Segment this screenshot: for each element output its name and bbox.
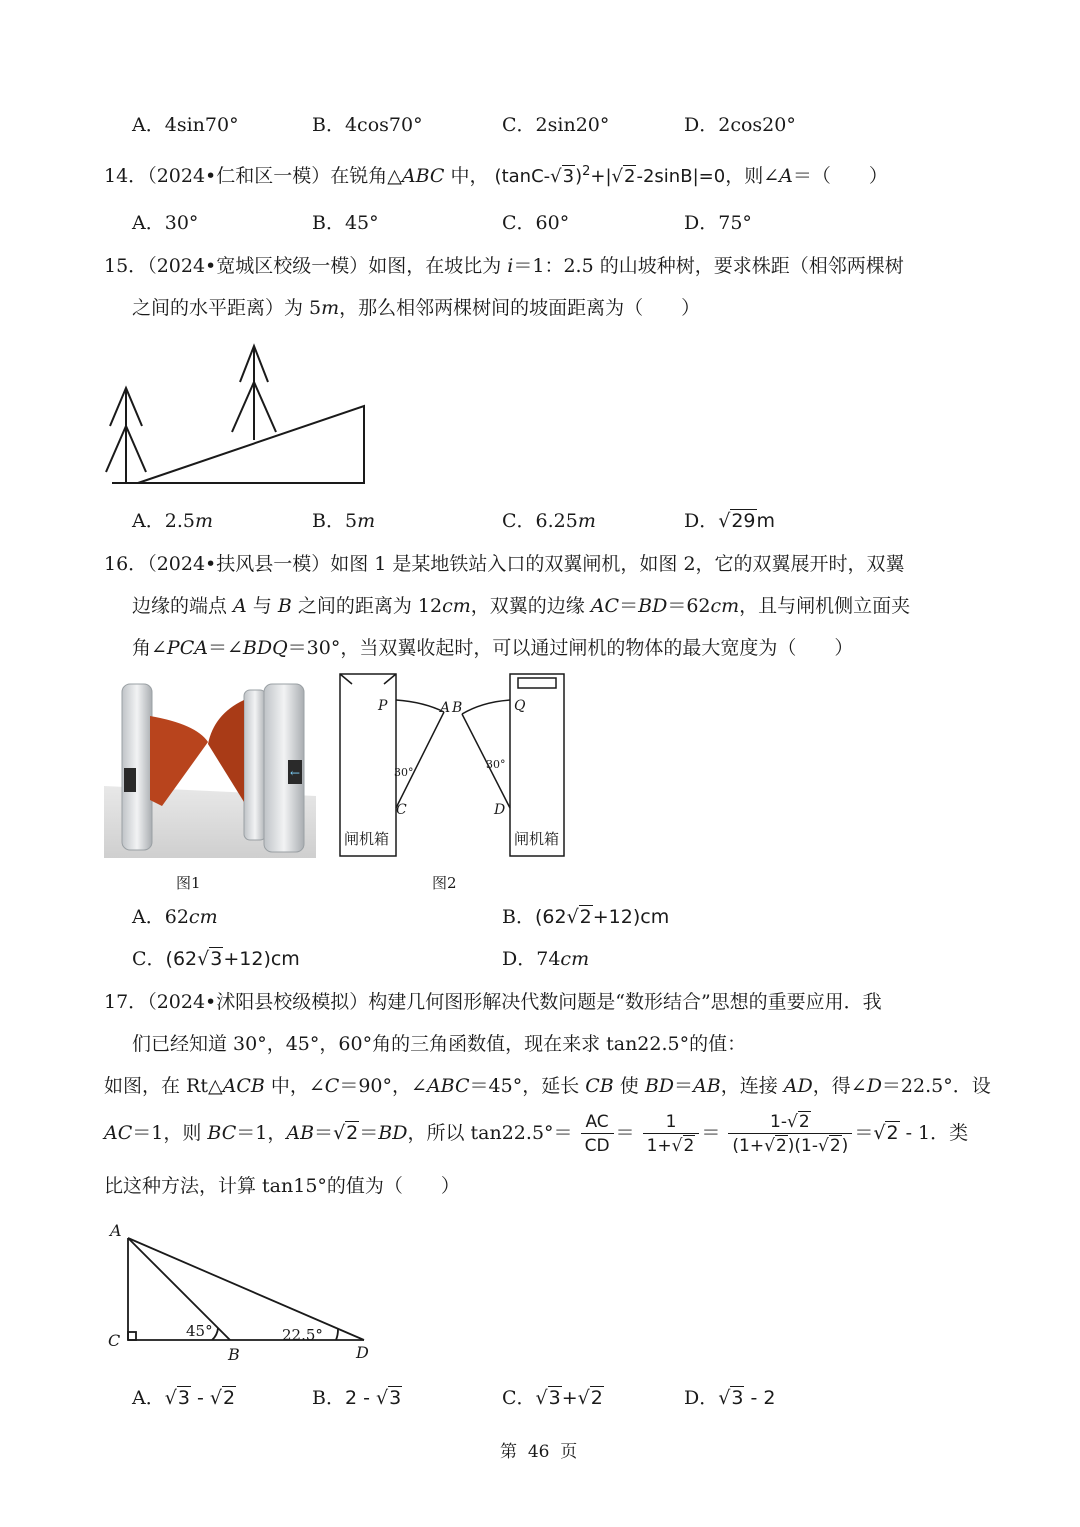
fraction-rationalized: $\frac{1-√2}{(1+√2)(1-√2)}$ <box>728 1111 852 1158</box>
q16-option-a: A．62cm <box>132 906 218 928</box>
q14-option-b: B．45° <box>312 212 379 234</box>
label-D: D <box>494 802 506 818</box>
q13-option-d: D．2cos20° <box>684 114 796 136</box>
label-D: D <box>356 1343 369 1362</box>
label-P: P <box>378 698 388 714</box>
q17-option-a: A．√3 - √2 <box>132 1387 236 1409</box>
q14-option-a: A．30° <box>132 212 199 234</box>
q17-stem-line1: 17．（2024•沭阳县校级模拟）构建几何图形解决代数问题是“数形结合”思想的重要应用．我 <box>104 991 882 1013</box>
q13-option-c: C．2sin20° <box>502 114 610 136</box>
q17-stem-line4: AC＝1，则 BC＝1，AB＝√2＝BD，所以 tan22.5°＝ $\frac{AC}{CD}$ ＝ $\frac{1}{1+√2}$ ＝ $\frac{1-√2}{(1+√2)(1-√2)}$ ＝√2 - 1．类 <box>104 1111 969 1156</box>
gate-photo-figure <box>104 676 316 858</box>
fraction-ac-cd: $\frac{AC}{CD}$ <box>581 1111 614 1158</box>
q17-option-b: B．2 - √3 <box>312 1387 402 1409</box>
q14-equation: $(\tan C-√3)^2+|√2-2\sin B|=0$ <box>494 164 726 187</box>
page-number: 46 <box>527 1442 550 1462</box>
label-C: C <box>108 1331 121 1350</box>
fig1-caption: 图1 <box>176 874 201 892</box>
slope-triangle <box>138 406 364 483</box>
right-triangle-figure <box>100 1216 390 1366</box>
q16-stem-line2: 边缘的端点 A 与 B 之间的距离为 12cm，双翼的边缘 AC＝BD＝62cm，且与闸机侧立面夹 <box>132 595 911 617</box>
q15-option-b: B．5m <box>312 510 376 532</box>
fraction-1-over-1plus-root2: $\frac{1}{1+√2}$ <box>643 1111 700 1158</box>
label-box-left: 闸机箱 <box>344 830 390 848</box>
q14-option-c: C．60° <box>502 212 570 234</box>
q13-option-b: B．4cos70° <box>312 114 423 136</box>
q16-option-c: C．(62√3+12)cm <box>132 948 300 970</box>
label-C: C <box>396 802 407 818</box>
q17-stem-line3: 如图，在 Rt△ACB 中，∠C＝90°，∠ABC＝45°，延长 CB 使 BD＝AB，连接 AD，得∠D＝22.5°．设 <box>104 1075 991 1097</box>
q16-option-b: B．(62√2+12)cm <box>502 906 670 928</box>
label-angle-45: 45° <box>186 1322 213 1340</box>
gate-diagram-figure <box>334 670 574 862</box>
label-B: B <box>228 1345 240 1364</box>
label-B: B <box>452 700 463 716</box>
q17-option-d: D．√3 - 2 <box>684 1387 776 1409</box>
q17-stem-line5: 比这种方法，计算 tan15°的值为（ ） <box>104 1175 460 1197</box>
fig2-caption: 图2 <box>432 874 457 892</box>
q14-option-d: D．75° <box>684 212 752 234</box>
q13-option-a: A．4sin70° <box>132 114 239 136</box>
slope-trees-figure <box>100 340 370 490</box>
label-angle-right: 30° <box>486 758 506 771</box>
q16-stem-line1: 16．（2024•扶风县一模）如图 1 是某地铁站入口的双翼闸机，如图 2，它的双翼展开时，双翼 <box>104 553 905 575</box>
label-Q: Q <box>514 698 526 714</box>
left-tree-icon <box>106 388 146 483</box>
label-angle-left: 30° <box>394 766 414 779</box>
right-tree-icon <box>232 346 276 440</box>
q14-stem: 14．（2024•仁和区一模）在锐角△ABC 中， $(\tan C-√3)^2+|√2-2\sin B|=0$，则∠A＝（ ） <box>104 164 888 187</box>
q15-option-a: A．2.5m <box>132 510 213 532</box>
q15-stem-line1: 15．（2024•宽城区校级一模）如图，在坡比为 i＝1：2.5 的山坡种树，要求株距（相邻两棵树 <box>104 255 904 277</box>
q17-stem-line2: 们已经知道 30°，45°，60°角的三角函数值，现在来求 tan22.5°的值： <box>132 1033 747 1055</box>
page-footer: 第 46 页 <box>500 1442 578 1462</box>
label-A: A <box>440 700 451 716</box>
label-angle-22-5: 22.5° <box>282 1326 323 1344</box>
q15-stem-line2: 之间的水平距离）为 5m，那么相邻两棵树间的坡面距离为（ ） <box>132 297 701 319</box>
q15-option-c: C．6.25m <box>502 510 596 532</box>
label-A: A <box>110 1221 122 1240</box>
q16-stem-line3: 角∠PCA＝∠BDQ＝30°，当双翼收起时，可以通过闸机的物体的最大宽度为（ ） <box>132 637 854 659</box>
label-box-right: 闸机箱 <box>514 830 560 848</box>
q15-option-d: D．√29m <box>684 510 776 532</box>
svg-text:←: ← <box>290 766 301 780</box>
q17-option-c: C．√3+√2 <box>502 1387 603 1409</box>
q16-option-d: D．74cm <box>502 948 590 970</box>
